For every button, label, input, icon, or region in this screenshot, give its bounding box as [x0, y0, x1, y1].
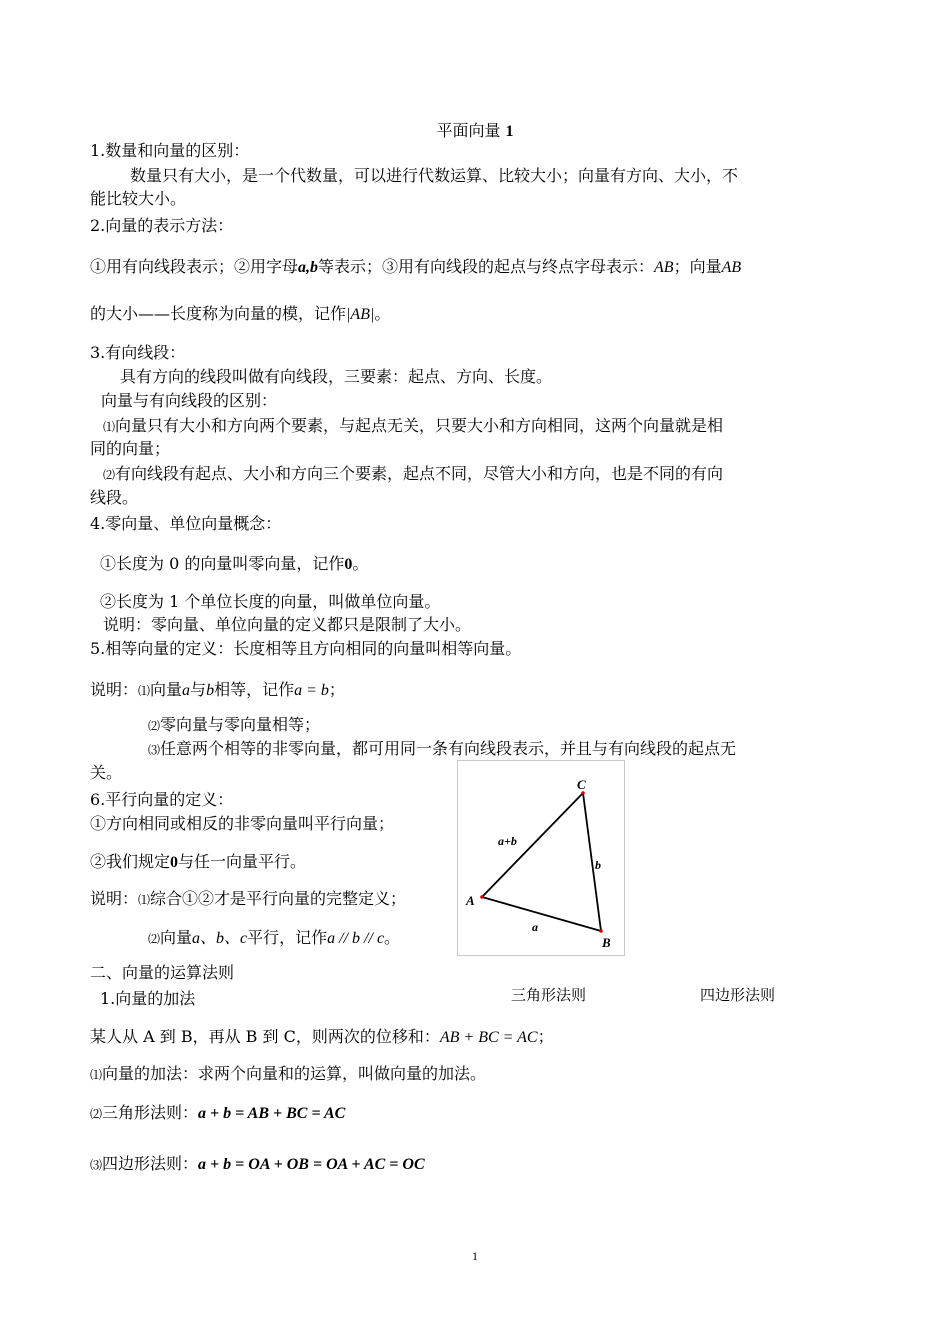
s6-line4 — [148, 927, 400, 950]
page-number: 1 — [472, 1249, 478, 1263]
s3-line4: 同的向量； — [90, 439, 171, 458]
s5-line2 — [148, 714, 320, 737]
s4-l1-end: 。 — [352, 554, 369, 573]
zero-vector: 0 — [170, 854, 179, 871]
vec-AB: AB — [654, 259, 674, 276]
s1-body-line1: 数量只有大小，是一个代数量，可以进行代数运算、比较大小；向量有方向、大小，不 — [130, 166, 739, 185]
sec2-heading: 二、向量的运算法则 — [90, 963, 235, 982]
s3-heading: 3.有向线段： — [90, 343, 186, 362]
s6-l4-end: 。 — [384, 928, 401, 947]
s2-line2 — [90, 303, 390, 326]
s6-l4-text-a: 向量 — [160, 928, 193, 947]
s1-body-line2: 能比较大小。 — [90, 189, 187, 208]
point-A — [480, 895, 484, 899]
s2-l1-text-c: ；向量 — [673, 257, 722, 276]
triangle-rule-expr: a + b = AB + BC = AC — [198, 1105, 346, 1122]
s4-line2: ②长度为 1 个单位长度的向量，叫做单位向量。 — [100, 592, 441, 611]
sec2-l1-end: ； — [537, 1027, 554, 1046]
num-1: ⑴ — [103, 420, 116, 434]
s5-l1-text-d: 相等，记作 — [214, 680, 295, 699]
comma: , — [306, 259, 311, 276]
caption-triangle-rule: 三角形法则 — [511, 986, 587, 1004]
s6-line1: ①方向相同或相反的非零向量叫平行向量； — [90, 814, 395, 833]
s4-line3: 说明：零向量、单位向量的定义都只是限制了大小。 — [103, 615, 472, 634]
label-C: C — [577, 777, 586, 792]
parallelogram-rule-expr: a + b = OA + OB = OA + AC = OC — [198, 1156, 425, 1173]
s4-line1 — [100, 553, 368, 576]
sec2-sub1: 1.向量的加法 — [100, 989, 196, 1008]
caption-parallelogram-rule: 四边形法则 — [700, 986, 776, 1004]
title-text: 平面向量 — [436, 121, 501, 140]
s6-l3-text-b: 综合①②才是平行向量的完整定义； — [150, 889, 407, 908]
s6-l3-text-a: 说明： — [90, 889, 139, 908]
var-a: a — [182, 682, 191, 699]
label-a-plus-b: a+b — [498, 834, 517, 848]
parallel-expr: a // b // c — [327, 930, 385, 947]
num-2: ⑵ — [148, 932, 161, 946]
s5-l1-text-c: 与 — [190, 680, 207, 699]
s5-l1-end: ； — [328, 680, 345, 699]
s5-line4: 关。 — [90, 763, 123, 782]
vec-AB-2: AB — [721, 259, 742, 276]
sec2-l3-text: 三角形法则： — [102, 1103, 199, 1122]
sec2-line1 — [90, 1026, 554, 1049]
triangle-figure — [457, 760, 625, 956]
title-number: 1 — [505, 123, 514, 140]
s3-l3-text: 向量只有大小和方向两个要素，与起点无关，只要大小和方向相同，这两个向量就是相 — [115, 416, 724, 435]
s6-l2-text-b: 与任一向量平行。 — [178, 852, 307, 871]
s2-l1-text-a: ①用有向线段表示；②用字母 — [90, 257, 299, 276]
sec2-l1-text: 某人从 A 到 B，再从 B 到 C，则两次的位移和： — [90, 1027, 440, 1046]
sec2-line2 — [90, 1063, 486, 1086]
s2-line1 — [90, 256, 741, 279]
num-1: ⑴ — [90, 1068, 103, 1082]
s4-heading: 4.零向量、单位向量概念： — [90, 514, 282, 533]
s5-l1-text-b: 向量 — [150, 680, 183, 699]
s5-line3 — [148, 738, 736, 761]
edge-a — [482, 897, 601, 931]
s3-line1: 具有方向的线段叫做有向线段，三要素：起点、方向、长度。 — [120, 367, 553, 386]
num-2: ⑵ — [148, 719, 161, 733]
sec2-l4-text: 四边形法则： — [102, 1154, 199, 1173]
sec2-line3 — [90, 1102, 345, 1125]
s2-l1-text-b: 等表示；③用有向线段的起点与终点字母表示： — [318, 257, 655, 276]
num-2: ⑵ — [103, 468, 116, 482]
s5-l2-text: 零向量与零向量相等； — [160, 715, 321, 734]
s6-l2-text-a: ②我们规定 — [90, 852, 171, 871]
zero-vector: 0 — [344, 556, 353, 573]
s2-l2-text: 的大小——长度称为向量的模，记作 — [90, 304, 347, 323]
point-B — [599, 929, 603, 933]
vecs-abc: a、b、c — [192, 930, 248, 947]
sec2-l2-text: 向量的加法：求两个向量和的运算，叫做向量的加法。 — [102, 1064, 487, 1083]
s5-l3-text: 任意两个相等的非零向量，都可用同一条有向线段表示，并且与有向线段的起点无 — [160, 739, 737, 758]
s3-line6: 线段。 — [90, 488, 139, 507]
var-b: b — [310, 259, 319, 276]
num-3: ⑶ — [148, 743, 161, 757]
var-b: b — [206, 682, 215, 699]
label-a: a — [532, 920, 538, 934]
s4-l1-text: ①长度为 0 的向量叫零向量，记作 — [100, 554, 345, 573]
num-1: ⑴ — [138, 684, 151, 698]
triangle-diagram — [458, 761, 624, 955]
var-a: a — [298, 259, 307, 276]
s3-l5-text: 有向线段有起点、大小和方向三个要素，起点不同，尽管大小和方向，也是不同的有向 — [115, 464, 724, 483]
displacement-expr: AB + BC = AC — [439, 1029, 538, 1046]
s3-line3 — [103, 415, 723, 438]
label-A: A — [466, 893, 475, 908]
s5-heading: 5.相等向量的定义：长度相等且方向相同的向量叫相等向量。 — [90, 639, 522, 658]
s5-line1 — [90, 679, 345, 702]
s6-heading: 6.平行向量的定义： — [90, 790, 234, 809]
eq-a-b: a = b — [294, 682, 329, 699]
num-1: ⑴ — [138, 893, 151, 907]
s6-l4-text-b: 平行，记作 — [247, 928, 328, 947]
s6-line2 — [90, 851, 306, 874]
num-2: ⑵ — [90, 1107, 103, 1121]
label-b: b — [595, 858, 601, 872]
sec2-line4 — [90, 1153, 425, 1176]
s3-line2: 向量与有向线段的区别： — [101, 391, 278, 410]
abs-AB: |AB| — [346, 306, 375, 323]
s1-heading: 1.数量和向量的区别： — [90, 141, 250, 160]
num-3: ⑶ — [90, 1158, 103, 1172]
s6-line3 — [90, 888, 406, 911]
s5-l1-text-a: 说明： — [90, 680, 139, 699]
label-B: B — [602, 935, 611, 950]
s2-heading: 2.向量的表示方法： — [90, 216, 234, 235]
s2-l2-end: 。 — [374, 304, 391, 323]
s3-line5 — [103, 463, 723, 486]
page-title — [0, 118, 950, 141]
